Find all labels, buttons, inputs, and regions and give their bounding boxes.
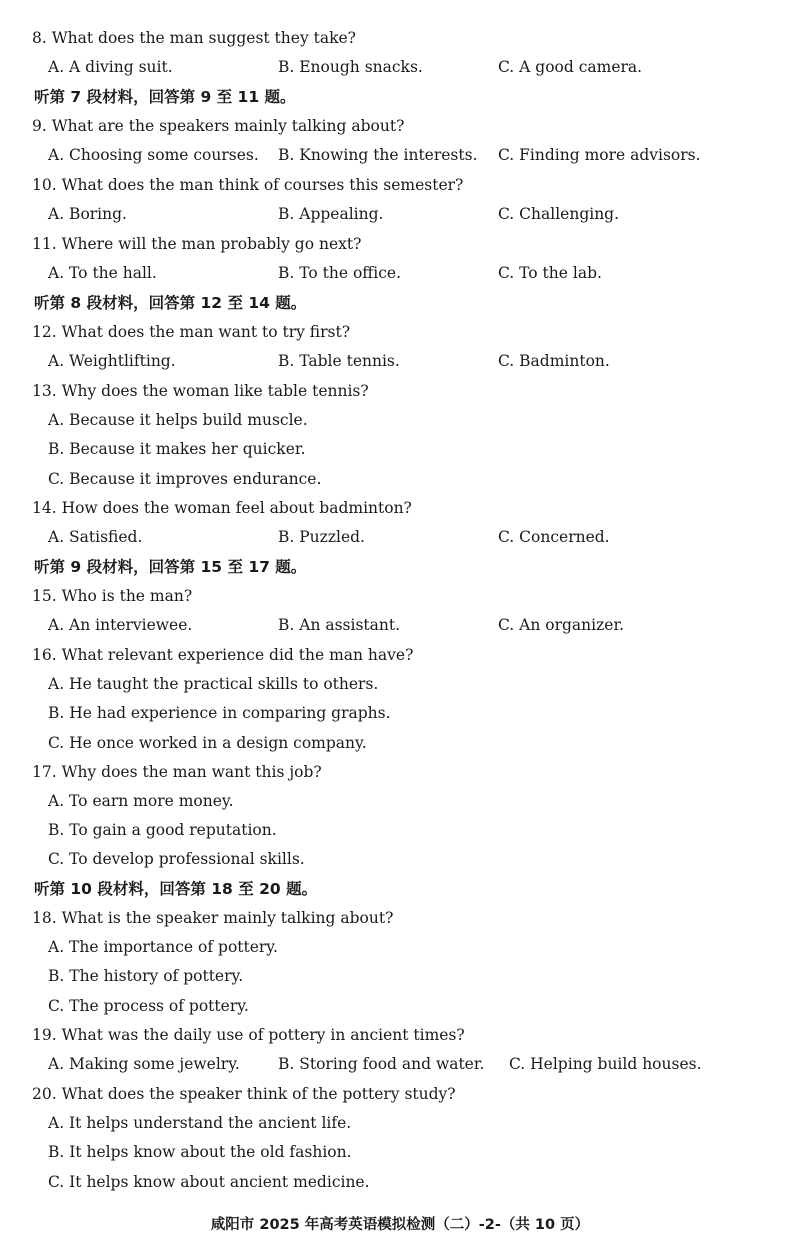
q15-option-b: B. An assistant. [278,616,401,634]
q8-option-b: B. Enough snacks. [278,58,423,76]
q18-option-b: B. The history of pottery. [48,967,244,985]
q20-option-b-row [0,1140,800,1164]
question-11: 11. Where will the man probably go next? [32,235,362,253]
q11-option-b: B. To the office. [278,264,402,282]
q18-option-b-row [0,964,800,988]
q18-option-c: C. The process of pottery. [48,997,249,1015]
options-row-12 [0,349,800,373]
question-12: 12. What does the man want to try first? [32,323,351,341]
q10-option-b: B. Appealing. [278,205,384,223]
q15-option-a: A. An interviewee. [48,616,193,634]
section-heading-7: 听第 7 段材料，回答第 9 至 11 题。 [34,88,296,106]
q10-option-a: A. Boring. [48,205,127,223]
question-15: 15. Who is the man? [32,587,193,605]
q9-option-a: A. Choosing some courses. [48,146,259,164]
section-heading-8: 听第 8 段材料，回答第 12 至 14 题。 [34,294,307,312]
question-16: 16. What relevant experience did the man have? [32,646,414,664]
options-row-11 [0,261,800,285]
question-9: 9. What are the speakers mainly talking about? [32,117,405,135]
q18-option-a-row [0,935,800,959]
question-10: 10. What does the man think of courses this semester? [32,176,464,194]
q19-option-b: B. Storing food and water. [278,1055,485,1073]
q15-option-c: C. An organizer. [498,616,625,634]
q20-option-b: B. It helps know about the old fashion. [48,1143,352,1161]
question-17: 17. Why does the man want this job? [32,763,322,781]
options-row-9 [0,143,800,167]
q13-option-c: C. Because it improves endurance. [48,470,322,488]
q13-option-b: B. Because it makes her quicker. [48,440,306,458]
options-row-15 [0,613,800,637]
q17-option-b: B. To gain a good reputation. [48,821,277,839]
q18-option-c-row [0,994,800,1018]
q13-option-a-row [0,408,800,432]
q20-option-a: A. It helps understand the ancient life. [48,1114,352,1132]
q16-option-b: B. He had experience in comparing graphs. [48,704,391,722]
q17-option-a-row [0,789,800,813]
q13-option-b-row [0,437,800,461]
question-18: 18. What is the speaker mainly talking about? [32,909,394,927]
question-8: 8. What does the man suggest they take? [32,29,356,47]
section-heading-10: 听第 10 段材料，回答第 18 至 20 题。 [34,880,318,898]
options-row-8 [0,55,800,79]
q16-option-b-row [0,701,800,725]
q14-option-c: C. Concerned. [498,528,610,546]
q17-option-c-row [0,847,800,871]
q13-option-c-row [0,467,800,491]
q11-option-a: A. To the hall. [48,264,157,282]
q16-option-c-row [0,731,800,755]
q16-option-c: C. He once worked in a design company. [48,734,367,752]
question-13: 13. Why does the woman like table tennis? [32,382,369,400]
q12-option-c: C. Badminton. [498,352,610,370]
options-row-10 [0,202,800,226]
section-heading-9: 听第 9 段材料，回答第 15 至 17 题。 [34,558,307,576]
q8-option-a: A. A diving suit. [48,58,173,76]
question-20: 20. What does the speaker think of the pottery study? [32,1085,456,1103]
q9-option-b: B. Knowing the interests. [278,146,478,164]
q9-option-c: C. Finding more advisors. [498,146,701,164]
q17-option-b-row [0,818,800,842]
q11-option-c: C. To the lab. [498,264,602,282]
q17-option-a: A. To earn more money. [48,792,234,810]
question-19: 19. What was the daily use of pottery in ancient times? [32,1026,465,1044]
q16-option-a: A. He taught the practical skills to others. [48,675,379,693]
q12-option-b: B. Table tennis. [278,352,400,370]
q16-option-a-row [0,672,800,696]
q14-option-b: B. Puzzled. [278,528,365,546]
q17-option-c: C. To develop professional skills. [48,850,305,868]
options-row-19 [0,1052,800,1076]
q20-option-c-row [0,1170,800,1194]
options-row-14 [0,525,800,549]
q20-option-a-row [0,1111,800,1135]
q20-option-c: C. It helps know about ancient medicine. [48,1173,370,1191]
q14-option-a: A. Satisfied. [48,528,143,546]
question-14: 14. How does the woman feel about badminton? [32,499,412,517]
q19-option-a: A. Making some jewelry. [48,1055,240,1073]
q10-option-c: C. Challenging. [498,205,620,223]
q12-option-a: A. Weightlifting. [48,352,176,370]
q8-option-c: C. A good camera. [498,58,643,76]
q19-option-c: C. Helping build houses. [509,1055,702,1073]
q13-option-a: A. Because it helps build muscle. [48,411,308,429]
page-footer: 咸阳市 2025 年高考英语模拟检测（二）-2-（共 10 页） [210,1217,590,1233]
q18-option-a: A. The importance of pottery. [48,938,278,956]
